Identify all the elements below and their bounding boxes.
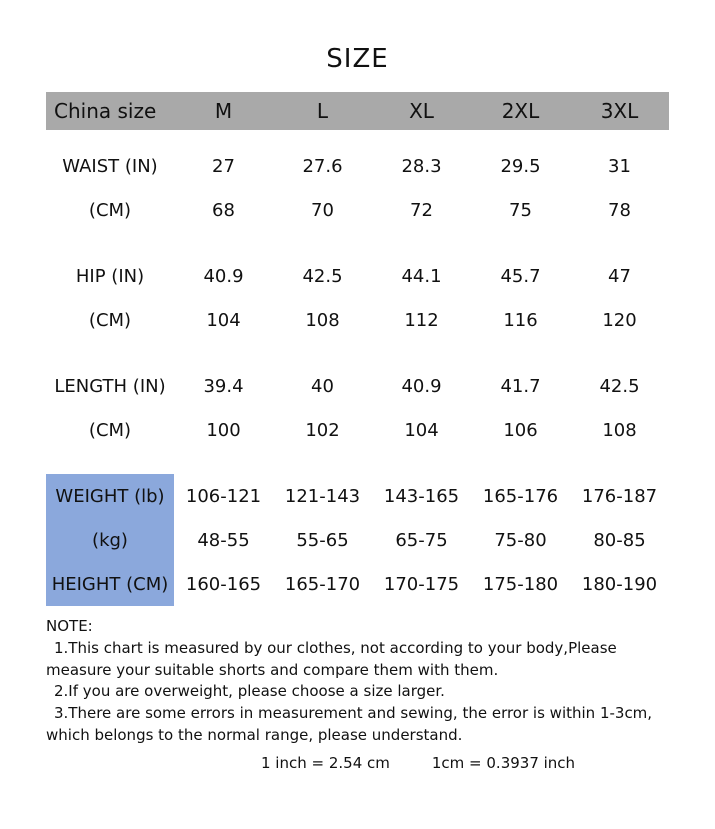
spacer-row <box>46 342 669 364</box>
cell-waist-in-3xl: 31 <box>608 155 631 177</box>
cell-waist-in-xl: 28.3 <box>401 155 442 177</box>
cell-length-cm-3xl: 108 <box>602 419 637 441</box>
cell-weight-kg-m: 48-55 <box>197 529 250 551</box>
cell-weight-kg-2xl: 75-80 <box>494 529 547 551</box>
note-heading: NOTE: <box>46 617 93 635</box>
cell-weight-lb-xl: 143-165 <box>383 485 460 507</box>
cell-hip-in-l: 42.5 <box>302 265 343 287</box>
cell-length-cm-xl: 104 <box>404 419 439 441</box>
cell-hip-in-2xl: 45.7 <box>500 265 541 287</box>
note-line-5: which belongs to the normal range, please understand. <box>46 725 463 744</box>
table-row <box>46 144 669 188</box>
header-cell-china-size: China size <box>46 92 174 130</box>
size-table <box>46 92 669 606</box>
row-label-length-cm: (CM) <box>88 419 132 441</box>
note-line-2: measure your suitable shorts and compare them with them. <box>46 660 499 679</box>
cell-waist-in-2xl: 29.5 <box>500 155 541 177</box>
conversion-line <box>46 753 669 775</box>
conversion-cm: 1cm = 0.3937 inch <box>431 753 576 772</box>
spacer-row <box>46 130 669 144</box>
row-label-waist-cm: (CM) <box>88 199 132 221</box>
header-cell-l: L <box>273 92 372 130</box>
table-row <box>46 254 669 298</box>
table-row <box>46 188 669 232</box>
table-row <box>46 518 669 562</box>
spacer-row <box>46 232 669 254</box>
note-line-3: 2.If you are overweight, please choose a size larger. <box>54 682 445 701</box>
cell-length-in-2xl: 41.7 <box>500 375 541 397</box>
row-label-weight-lb: WEIGHT (lb) <box>46 474 174 518</box>
cell-length-cm-2xl: 106 <box>503 419 538 441</box>
page-title: SIZE <box>326 44 389 74</box>
cell-hip-cm-l: 108 <box>305 309 340 331</box>
cell-length-in-l: 40 <box>311 375 334 397</box>
row-label-length-in: LENGTH (IN) <box>54 375 166 397</box>
cell-waist-in-m: 27 <box>212 155 235 177</box>
cell-weight-kg-xl: 65-75 <box>395 529 448 551</box>
row-label-hip-in: HIP (IN) <box>75 265 145 287</box>
table-row <box>46 562 669 606</box>
cell-weight-lb-3xl: 176-187 <box>581 485 658 507</box>
cell-hip-in-xl: 44.1 <box>401 265 442 287</box>
cell-length-in-3xl: 42.5 <box>599 375 640 397</box>
cell-weight-lb-m: 106-121 <box>185 485 262 507</box>
cell-waist-cm-xl: 72 <box>410 199 433 221</box>
cell-waist-in-l: 27.6 <box>302 155 343 177</box>
header-cell-3xl: 3XL <box>570 92 669 130</box>
cell-hip-cm-2xl: 116 <box>503 309 538 331</box>
cell-waist-cm-m: 68 <box>212 199 235 221</box>
header-cell-xl: XL <box>372 92 471 130</box>
cell-hip-cm-xl: 112 <box>404 309 439 331</box>
cell-height-cm-m: 160-165 <box>185 573 262 595</box>
row-label-weight-kg: (kg) <box>46 518 174 562</box>
cell-length-in-m: 39.4 <box>203 375 244 397</box>
cell-height-cm-l: 165-170 <box>284 573 361 595</box>
table-row <box>46 474 669 518</box>
table-header-row <box>46 92 669 130</box>
note-line-1: 1.This chart is measured by our clothes, not according to your body,Please <box>54 638 617 657</box>
row-label-hip-cm: (CM) <box>88 309 132 331</box>
note-line-4: 3.There are some errors in measurement and sewing, the error is within 1-3cm, <box>54 704 653 722</box>
cell-length-in-xl: 40.9 <box>401 375 442 397</box>
note-section <box>46 606 669 774</box>
cell-hip-cm-m: 104 <box>206 309 241 331</box>
cell-height-cm-3xl: 180-190 <box>581 573 658 595</box>
cell-length-cm-m: 100 <box>206 419 241 441</box>
cell-weight-lb-l: 121-143 <box>284 485 361 507</box>
table-row <box>46 408 669 452</box>
cell-length-cm-l: 102 <box>305 419 340 441</box>
header-cell-m: M <box>174 92 273 130</box>
cell-height-cm-2xl: 175-180 <box>482 573 559 595</box>
cell-hip-in-m: 40.9 <box>203 265 244 287</box>
cell-weight-kg-l: 55-65 <box>296 529 349 551</box>
spacer-row <box>46 452 669 474</box>
table-row <box>46 298 669 342</box>
row-label-waist-in: WAIST (IN) <box>62 155 158 177</box>
conversion-inch: 1 inch = 2.54 cm <box>261 753 390 772</box>
cell-hip-in-3xl: 47 <box>608 265 631 287</box>
cell-weight-kg-3xl: 80-85 <box>593 529 646 551</box>
cell-waist-cm-3xl: 78 <box>608 199 631 221</box>
cell-waist-cm-l: 70 <box>311 199 334 221</box>
cell-waist-cm-2xl: 75 <box>509 199 532 221</box>
row-label-height-cm: HEIGHT (CM) <box>46 562 174 606</box>
table-row <box>46 364 669 408</box>
cell-hip-cm-3xl: 120 <box>602 309 637 331</box>
header-cell-2xl: 2XL <box>471 92 570 130</box>
cell-height-cm-xl: 170-175 <box>383 573 460 595</box>
cell-weight-lb-2xl: 165-176 <box>482 485 559 507</box>
